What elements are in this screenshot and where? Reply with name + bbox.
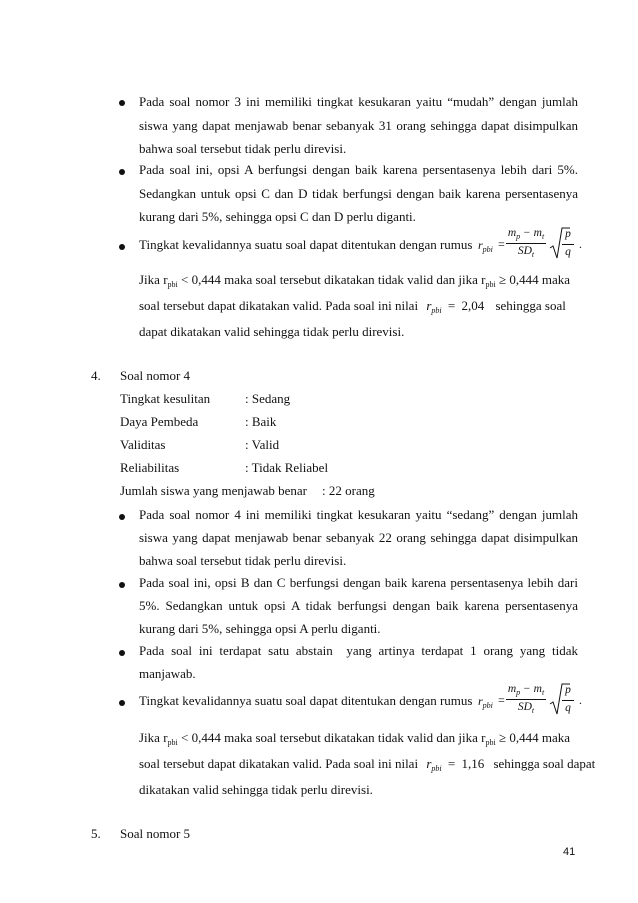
- formula-r: r: [478, 694, 483, 708]
- formula-equals: =: [498, 693, 505, 707]
- page-number: 41: [563, 846, 576, 858]
- bullet-icon: [119, 700, 125, 706]
- formula-r-subscript: pbi: [482, 701, 493, 710]
- paragraph-line: siswa yang dapat menjawab benar sebanyak 31 orang sehingga dapat disimpulkan: [139, 118, 578, 133]
- paragraph-line: soal tersebut dapat dikatakan valid. Pada soal ini nilai $r_{pbi} = 1,16$ sehingga soal dapat: [139, 756, 596, 773]
- property-label: Tingkat kesulitan: [120, 391, 211, 406]
- rpbi-value: 1,16: [461, 756, 485, 771]
- formula-p: p: [565, 228, 571, 240]
- paragraph-line: Pada soal ini, opsi A berfungsi dengan baik karena persentasenya lebih dari 5%.: [139, 162, 578, 177]
- fraction-bar: [562, 244, 574, 245]
- bullet-icon: [119, 100, 125, 106]
- paragraph-line: kurang dari 5%, sehingga opsi C dan D perlu diganti.: [139, 209, 416, 224]
- bullet-icon: [119, 650, 125, 656]
- formula-q: q: [565, 246, 571, 258]
- paragraph-line: bahwa soal tersebut tidak perlu direvisi.: [139, 553, 347, 568]
- paragraph-line: Tingkat kevalidannya suatu soal dapat ditentukan dengan rumus: [139, 693, 473, 708]
- paragraph-line: Pada soal ini, opsi B dan C berfungsi dengan baik karena persentasenya lebih dari: [139, 575, 578, 590]
- paragraph-line: Sedangkan untuk opsi C dan D tidak berfungsi dengan baik karena persentasenya: [139, 186, 578, 201]
- paragraph-line: bahwa soal tersebut tidak perlu direvisi.: [139, 141, 347, 156]
- formula-q: q: [565, 702, 571, 714]
- item-title: Soal nomor 4: [120, 368, 191, 383]
- fraction-bar: [562, 700, 574, 701]
- fraction-bar: [506, 243, 546, 244]
- property-label: Daya Pembeda: [120, 414, 199, 429]
- paragraph-line: Jika $r_{pbi} < 0,444$ maka soal tersebut dikatakan tidak valid dan jika $r_{pbi} \ge 0,444$ maka: [139, 730, 570, 747]
- paragraph-line: Pada soal nomor 4 ini memiliki tingkat kesukaran yaitu “sedang” dengan jumlah: [139, 507, 578, 522]
- item-number: 5.: [91, 826, 101, 841]
- formula-r-subscript: pbi: [482, 245, 493, 254]
- formula-numerator: $m_p - m_t$: [507, 227, 545, 241]
- formula-p: p: [565, 684, 571, 696]
- formula-equals: =: [498, 237, 505, 251]
- bullet-icon: [119, 169, 125, 175]
- formula-r: r: [478, 238, 483, 252]
- item-title: Soal nomor 5: [120, 826, 191, 841]
- property-value: : 22 orang: [322, 483, 375, 498]
- property-value: : Tidak Reliabel: [245, 460, 329, 475]
- paragraph-line: Pada soal ini terdapat satu abstain yang artinya terdapat 1 orang yang tidak: [139, 643, 578, 658]
- paragraph-line: kurang dari 5%, sehingga opsi A perlu diganti.: [139, 621, 381, 636]
- paragraph-line: dikatakan valid sehingga tidak perlu direvisi.: [139, 782, 373, 797]
- paragraph-line: 5%. Sedangkan untuk opsi A tidak berfungsi dengan baik karena persentasenya: [139, 598, 578, 613]
- paragraph-line: Jika $r_{pbi} < 0,444$ maka soal tersebut dikatakan tidak valid dan jika $r_{pbi} \ge 0,444$ maka: [139, 272, 570, 289]
- property-value: : Valid: [245, 437, 280, 452]
- property-label: Validitas: [120, 437, 166, 452]
- paragraph-line: Tingkat kevalidannya suatu soal dapat ditentukan dengan rumus: [139, 237, 473, 252]
- paragraph-line: Pada soal nomor 3 ini memiliki tingkat kesukaran yaitu “mudah” dengan jumlah: [139, 94, 578, 109]
- item-number: 4.: [91, 368, 101, 383]
- formula-period: .: [579, 693, 582, 707]
- paragraph-line: siswa yang dapat menjawab benar sebanyak 22 orang sehingga dapat disimpulkan: [139, 530, 578, 545]
- property-value: : Baik: [245, 414, 277, 429]
- property-label: Reliabilitas: [120, 460, 180, 475]
- paragraph-line: manjawab.: [139, 666, 196, 681]
- fraction-bar: [506, 699, 546, 700]
- formula-denominator: $SD_t$: [517, 245, 535, 259]
- rpbi-value: 2,04: [461, 298, 485, 313]
- formula-period: .: [579, 237, 582, 251]
- bullet-icon: [119, 582, 125, 588]
- bullet-icon: [119, 244, 125, 250]
- property-value: : Sedang: [245, 391, 291, 406]
- formula-denominator: $SD_t$: [517, 701, 535, 715]
- paragraph-line: dapat dikatakan valid sehingga tidak perlu direvisi.: [139, 324, 405, 339]
- bullet-icon: [119, 514, 125, 520]
- formula-numerator: $m_p - m_t$: [507, 683, 545, 697]
- paragraph-line: soal tersebut dapat dikatakan valid. Pada soal ini nilai $r_{pbi} = 2,04$ sehingga soal: [139, 298, 566, 315]
- property-label: Jumlah siswa yang menjawab benar: [120, 483, 308, 498]
